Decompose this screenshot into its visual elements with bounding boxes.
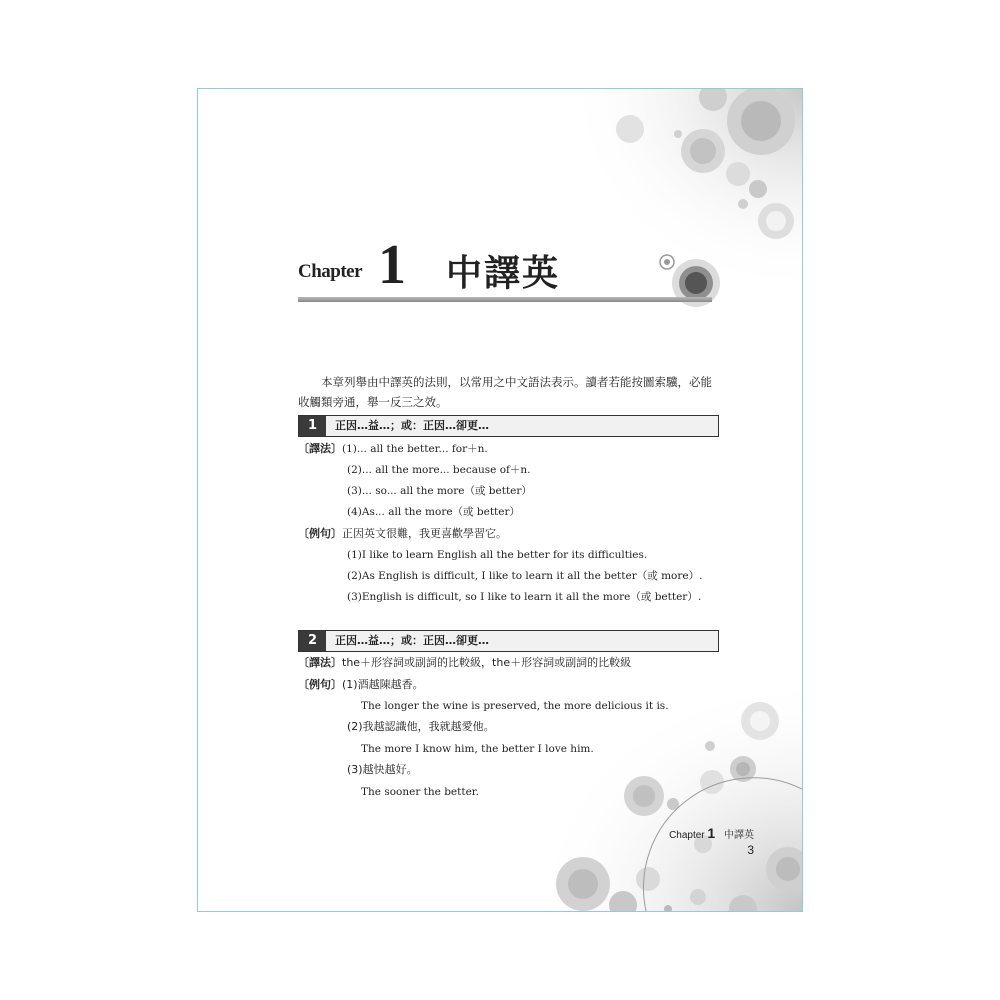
footer-chapter-word: Chapter <box>669 830 705 841</box>
chapter-label: Chapter <box>298 261 363 282</box>
intro-text: 本章列舉由中譯英的法則，以常用之中文語法表示。讀者若能按圖索驥，必能收觸類旁通，舉一反三之效。 <box>298 375 712 409</box>
section-2-number: 2 <box>299 631 326 651</box>
book-page <box>197 88 803 912</box>
page-footer <box>669 825 754 857</box>
example-lead: 正因英文很難，我更喜歡學習它。 <box>342 527 507 540</box>
section-2-method <box>298 656 631 670</box>
chapter-number: 1 <box>378 234 406 296</box>
example-tag-2: 〔例句〕 <box>298 678 342 691</box>
method-line-1: (1)... all the better... for＋n. <box>342 443 488 455</box>
section-2-header <box>298 630 719 652</box>
section-1-example <box>298 527 507 541</box>
example-2-3-zh: (3)越快越好。 <box>347 763 418 776</box>
example-2-2-zh: (2)我越認識他，我就越愛他。 <box>347 720 495 733</box>
chapter-title: 中譯英 <box>446 253 561 294</box>
section-1-title: 正因…益…；或：正因…卻更… <box>335 419 489 432</box>
section-1-number: 1 <box>299 416 326 436</box>
method-line-2: (2)... all the more... because of＋n. <box>347 464 531 476</box>
intro-paragraph <box>298 372 718 412</box>
footer-chapter-title: 中譯英 <box>724 830 754 841</box>
section-2-example <box>298 678 424 692</box>
method-tag: 〔譯法〕 <box>298 442 342 455</box>
example-tag: 〔例句〕 <box>298 527 342 540</box>
example-line-2: (2)As English is difficult, I like to learn it all the better（或 more）. <box>347 570 703 582</box>
example-2-1-en: The longer the wine is preserved, the more delicious it is. <box>361 700 669 712</box>
chapter-rule <box>298 297 712 302</box>
example-2-3-en: The sooner the better. <box>361 786 480 798</box>
example-2-2-en: The more I know him, the better I love him. <box>361 743 594 755</box>
example-line-1: (1)I like to learn English all the better for its difficulties. <box>347 549 648 561</box>
page-number: 3 <box>747 843 754 857</box>
method-tag-2: 〔譯法〕 <box>298 656 342 669</box>
decorative-bubbles <box>198 89 802 911</box>
example-2-1-zh: (1)酒越陳越香。 <box>342 678 424 691</box>
footer-chapter-number: 1 <box>707 825 716 841</box>
method-text-2: the＋形容詞或副詞的比較級，the＋形容詞或副詞的比較級 <box>342 656 632 669</box>
section-1-header <box>298 415 719 437</box>
example-line-3: (3)English is difficult, so I like to learn it all the more（或 better）. <box>347 591 702 603</box>
method-line-3: (3)... so... all the more（或 better） <box>347 485 532 497</box>
section-1-method <box>298 442 488 456</box>
method-line-4: (4)As... all the more（或 better） <box>347 506 520 518</box>
section-2-title: 正因…益…；或：正因…卻更… <box>335 634 489 647</box>
